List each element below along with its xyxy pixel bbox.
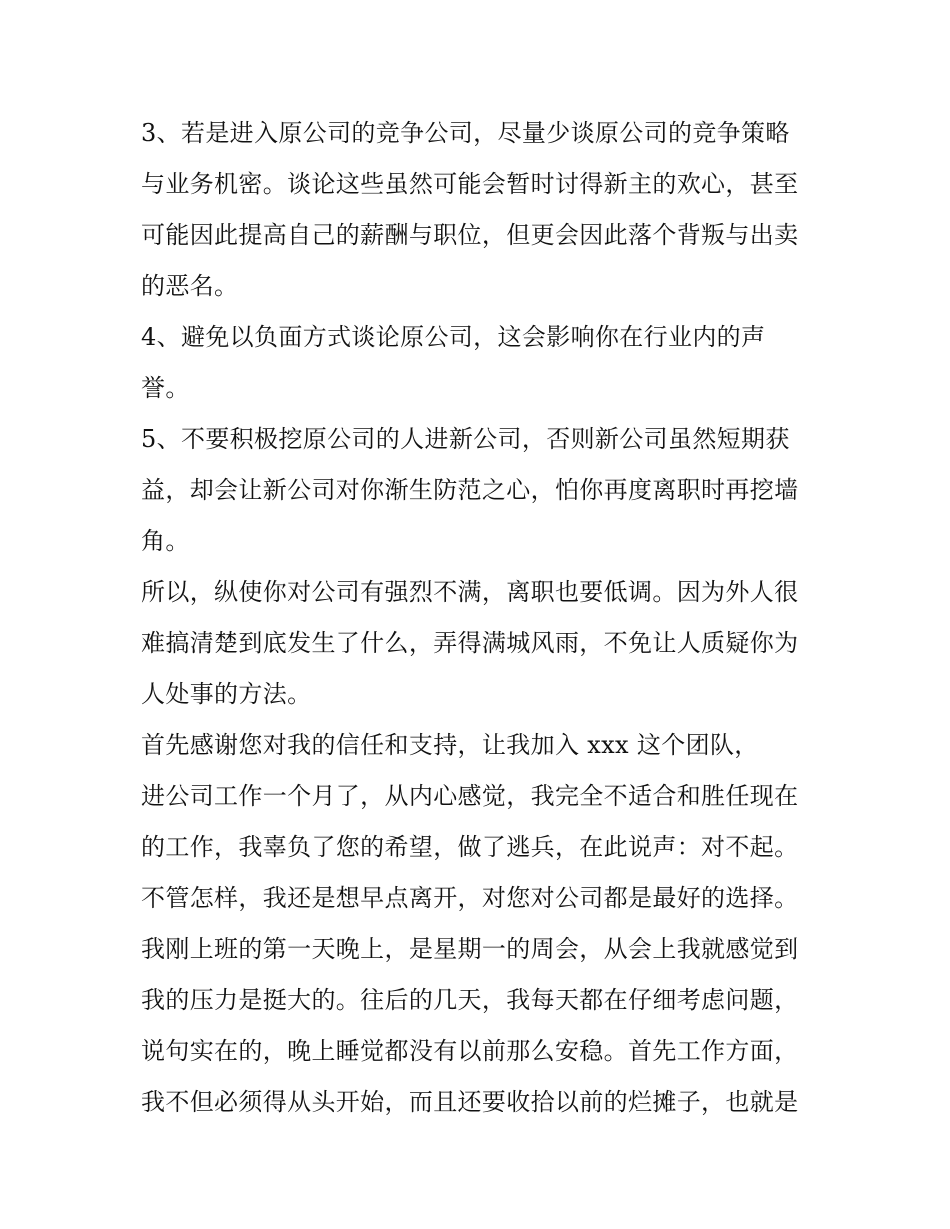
text-line: 4、避免以负面方式谈论原公司，这会影响你在行业内的声 xyxy=(141,323,766,351)
text-line: 我刚上班的第一天晚上，是星期一的周会，从会上我就感觉到 xyxy=(141,935,799,963)
document-page xyxy=(141,108,821,1128)
text-line: 的恶名。 xyxy=(141,272,239,300)
text-line: 不管怎样，我还是想早点离开，对您对公司都是最好的选择。 xyxy=(141,884,799,912)
text-line: 首先感谢您对我的信任和支持，让我加入 xxx 这个团队， xyxy=(141,731,759,759)
text-line: 我不但必须得从头开始，而且还要收拾以前的烂摊子，也就是 xyxy=(141,1088,799,1116)
text-line: 与业务机密。谈论这些虽然可能会暂时讨得新主的欢心，甚至 xyxy=(141,170,799,198)
text-line: 进公司工作一个月了，从内心感觉，我完全不适合和胜任现在 xyxy=(141,782,799,810)
text-line: 难搞清楚到底发生了什么，弄得满城风雨，不免让人质疑你为 xyxy=(141,629,799,657)
text-line: 所以，纵使你对公司有强烈不满，离职也要低调。因为外人很 xyxy=(141,578,799,606)
text-line: 的工作，我辜负了您的希望，做了逃兵，在此说声：对不起。 xyxy=(141,833,799,861)
text-line: 人处事的方法。 xyxy=(141,680,312,708)
text-line: 我的压力是挺大的。往后的几天，我每天都在仔细考虑问题， xyxy=(141,986,799,1014)
text-line: 誉。 xyxy=(141,374,190,402)
text-line: 益，却会让新公司对你渐生防范之心，怕你再度离职时再挖墙 xyxy=(141,476,799,504)
text-line: 3、若是进入原公司的竞争公司，尽量少谈原公司的竞争策略 xyxy=(141,119,790,147)
text-line: 5、不要积极挖原公司的人进新公司，否则新公司虽然短期获 xyxy=(141,425,790,453)
text-line: 可能因此提高自己的薪酬与职位，但更会因此落个背叛与出卖 xyxy=(141,221,799,249)
text-line: 说句实在的，晚上睡觉都没有以前那么安稳。首先工作方面， xyxy=(141,1037,799,1065)
text-line: 角。 xyxy=(141,527,190,555)
